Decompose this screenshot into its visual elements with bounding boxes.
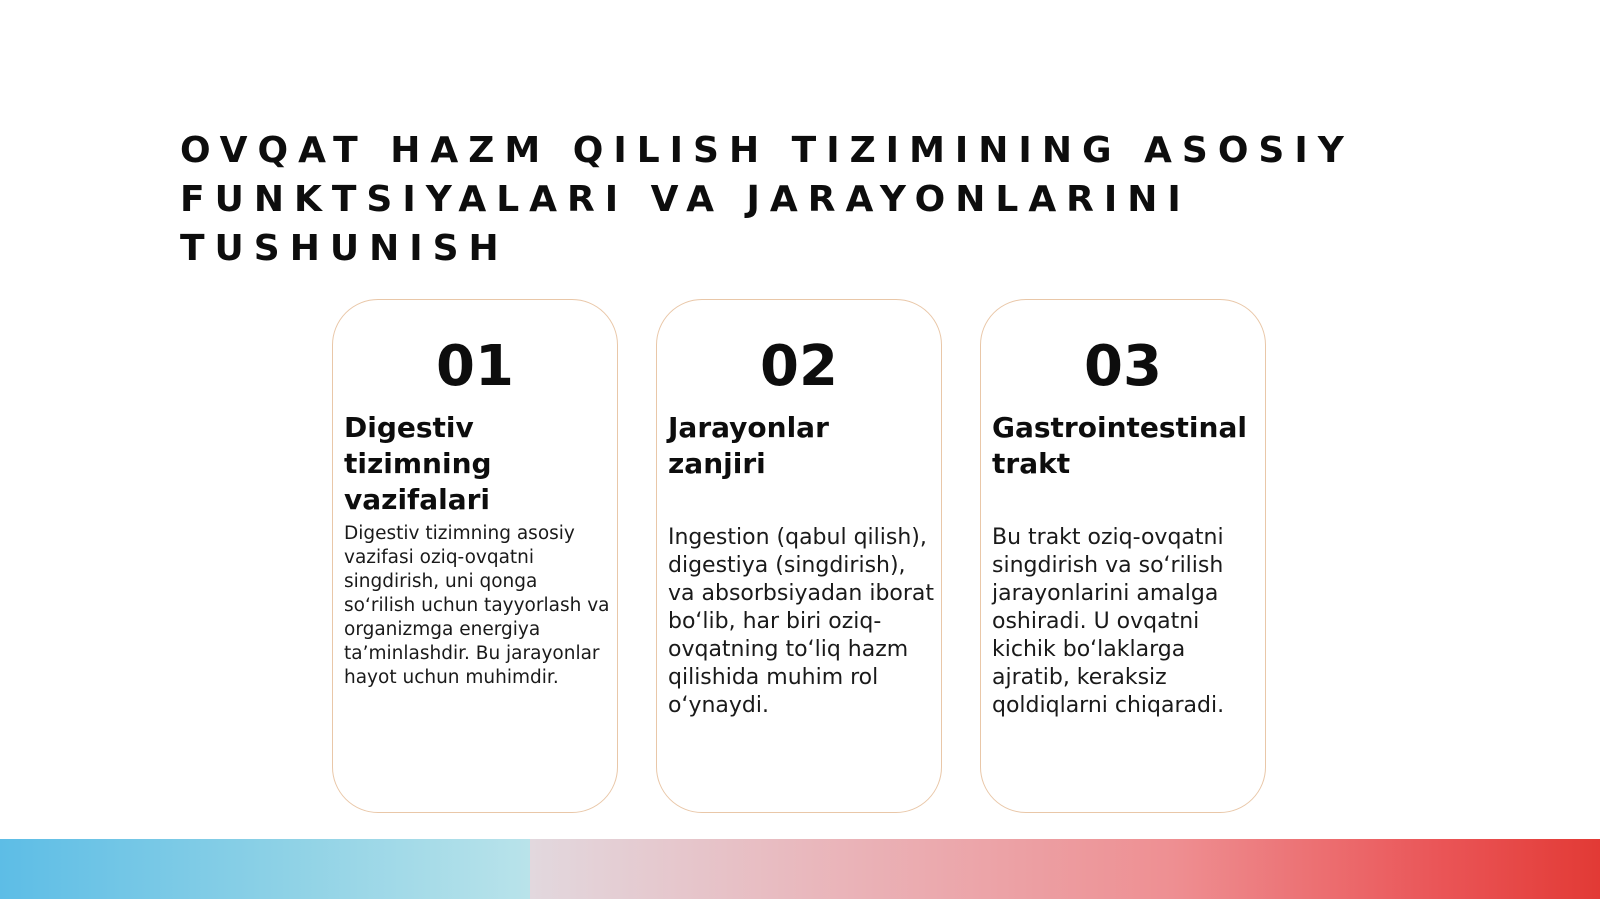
slide-title: OVQAT HAZM QILISH TIZIMINING ASOSIY FUNKTSIYALARI VA JARAYONLARINI TUSHUNISH [180, 130, 1354, 269]
card-description: Ingestion (qabul qilish), digestiya (singdirish), va absorbsiyadan iborat bo‘lib, har biri oziq-ovqatning to‘liq hazm qilishida muhim rol o‘ynaydi. [668, 525, 935, 718]
card-heading: Digestiv tizimning vazifalari [344, 411, 492, 516]
gradient-band-red [530, 839, 1600, 899]
card-number: 01 [436, 334, 514, 399]
card-description: Bu trakt oziq-ovqatni singdirish va so‘rilish jarayonlarini amalga oshiradi. U ovqatni kichik bo‘laklarga ajratib, keraksiz qoldiqlarni chiqaradi. [992, 525, 1225, 718]
card-heading: Gastrointestinal trakt [992, 411, 1247, 480]
card-number: 02 [760, 334, 838, 399]
card-01 [332, 299, 618, 813]
card-description: Digestiv tizimning asosiy vazifasi oziq-ovqatni singdirish, uni qonga so‘rilish uchun tayyorlash va organizmga energiya ta’minlashdir. Bu jarayonlar hayot uchun muhimdir. [344, 523, 610, 688]
card-number: 03 [1084, 334, 1162, 399]
card-03 [980, 299, 1266, 813]
card-02 [656, 299, 942, 813]
decorative-gradient-band [0, 839, 1600, 899]
gradient-band-blue [0, 839, 530, 899]
card-heading: Jarayonlar zanjiri [668, 411, 829, 480]
